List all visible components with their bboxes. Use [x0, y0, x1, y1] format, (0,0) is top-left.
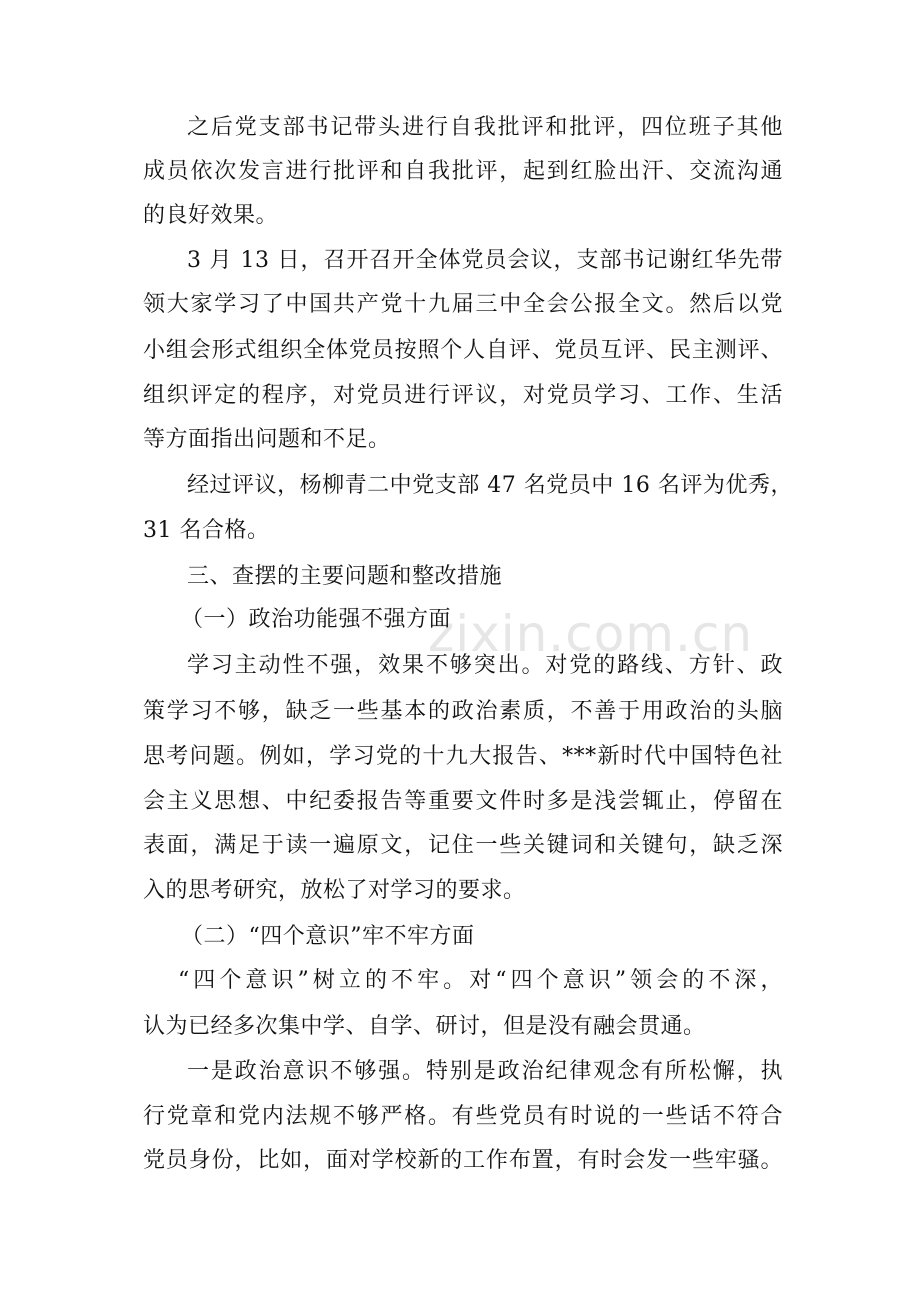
text-line: 一是政治意识不够强。特别是政治纪律观念有所松懈，执	[187, 1059, 783, 1084]
text-line: 等方面指出问题和不足。	[143, 427, 391, 452]
subsection-heading: （二）“四个意识”牢不牢方面	[181, 924, 475, 949]
text-line: 经过评议，杨柳青二中党支部 47 名党员中 16 名评为优秀，	[187, 473, 793, 498]
text-line: 领大家学习了中国共产党十九届三中全会公报全文。然后以党	[143, 292, 783, 317]
text-line: 认为已经多次集中学、自学、研讨，但是没有融会贯通。	[143, 1014, 706, 1039]
text-line: 表面，满足于读一遍原文，记住一些关键词和关键句，缺乏深	[143, 833, 783, 858]
text-line: 会主义思想、中纪委报告等重要文件时多是浅尝辄止，停留在	[143, 789, 783, 814]
text-line: 学习主动性不强，效果不够突出。对党的路线、方针、政	[187, 653, 783, 678]
text-line: 思考问题。例如，学习党的十九大报告、***新时代中国特色社	[143, 744, 783, 769]
text-line: 成员依次发言进行批评和自我批评，起到红脸出汗、交流沟通	[143, 159, 783, 184]
text-line: 入的思考研究，放松了对学习的要求。	[143, 878, 526, 903]
text-line: 之后党支部书记带头进行自我批评和批评，四位班子其他	[187, 115, 783, 140]
section-heading: 三、查摆的主要问题和整改措施	[187, 564, 503, 589]
text-line: 小组会形式组织全体党员按照个人自评、党员互评、民主测评、	[143, 338, 783, 363]
subsection-heading: （一）政治功能强不强方面	[181, 607, 452, 632]
text-line: 党员身份，比如，面对学校新的工作布置，有时会发一些牢骚。	[143, 1148, 783, 1173]
text-line: 3 月 13 日，召开召开全体党员会议，支部书记谢红华先带	[187, 248, 783, 273]
text-line: 31 名合格。	[143, 518, 270, 543]
text-line: 组织评定的程序，对党员进行评议，对党员学习、工作、生活	[143, 383, 783, 408]
text-line: 行党章和党内法规不够严格。有些党员有时说的一些话不符合	[143, 1104, 783, 1129]
watermark: zixin.com.cn	[428, 605, 754, 663]
text-line: 策学习不够，缺乏一些基本的政治素质，不善于用政治的头脑	[143, 699, 783, 724]
text-line: “四个意识”树立的不牢。对“四个意识”领会的不深，	[178, 968, 783, 993]
text-line: 的良好效果。	[143, 203, 279, 228]
